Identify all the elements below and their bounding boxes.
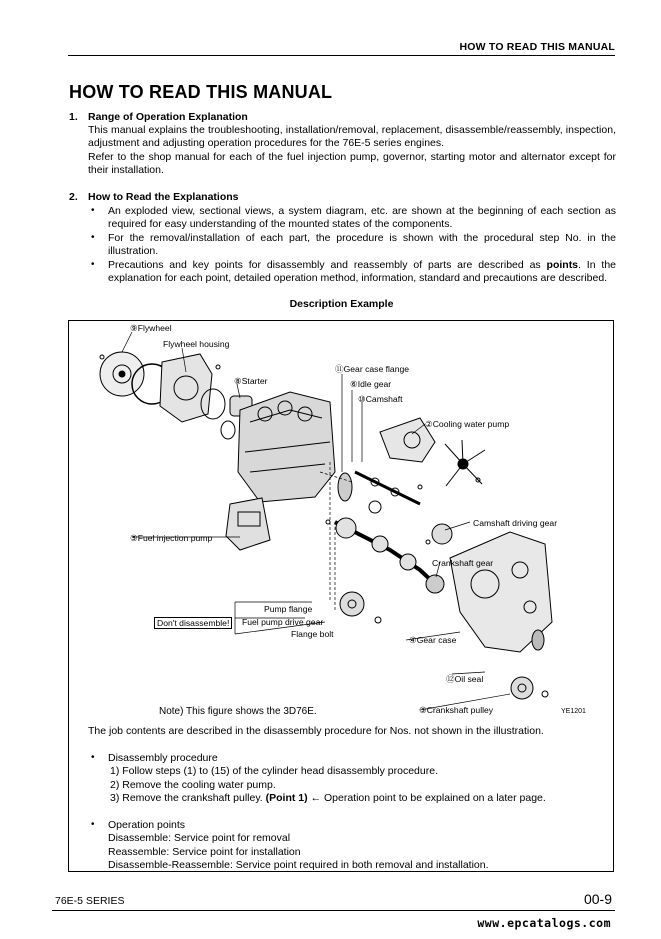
procedure-step-1: 1) Follow steps (1) to (15) of the cylinder head disassembly procedure.: [110, 765, 438, 777]
bullet-dot: •: [91, 205, 95, 216]
procedure-step-3: 3) Remove the crankshaft pulley. (Point 1) ← Operation point to be explained on a later page.: [110, 792, 546, 804]
label-gear-case-flange: ⑪Gear case flange: [335, 364, 410, 374]
operation-point-disassemble: Disassemble: Service point for removal: [108, 832, 291, 844]
operation-point-reassemble: Reassemble: Service point for installation: [108, 846, 301, 858]
label-oil-seal: ⑫Oil seal: [446, 674, 484, 684]
page-number: 00-9: [583, 891, 612, 907]
section1-para2: Refer to the shop manual for each of the fuel injection pump, governor, starting motor and alternator except for their installation.: [88, 151, 616, 177]
footer-rule: [52, 910, 615, 911]
section2-bullet1: An exploded view, sectional views, a system diagram, etc. are shown at the beginning of each section as required for easy understanding of the mounted states of the components.: [108, 205, 616, 231]
running-header: HOW TO READ THIS MANUAL: [459, 41, 615, 53]
job-contents-intro: The job contents are described in the disassembly procedure for Nos. not shown in the illustration.: [88, 725, 544, 737]
figure-caption: Description Example: [289, 298, 394, 310]
dont-disassemble-callout: Don't disassemble!: [154, 617, 232, 629]
bullet-dot: •: [91, 752, 95, 763]
page-title: HOW TO READ THIS MANUAL: [69, 82, 333, 102]
label-crankshaft-gear: Crankshaft gear: [432, 558, 494, 568]
procedure-step-2: 2) Remove the cooling water pump.: [110, 779, 276, 791]
label-flange-bolt: Flange bolt: [291, 629, 334, 639]
figure-code: YE1201: [561, 708, 586, 715]
label-cooling-water-pump: ②Cooling water pump: [425, 419, 510, 429]
bullet-dot: •: [91, 259, 95, 270]
disassembly-procedure-title: Disassembly procedure: [108, 752, 218, 764]
section1-para1: This manual explains the troubleshooting, installation/removal, replacement, disassemble/reassembly, inspection, adjustment and adjusting operation procedures for the 76E-5 series engines.: [88, 124, 616, 150]
footer-series: 76E-5 SERIES: [55, 895, 125, 907]
section2-number: 2.: [69, 191, 78, 203]
figure-note: Note) This figure shows the 3D76E.: [159, 706, 317, 717]
watermark: www.epcatalogs.com: [477, 916, 611, 930]
header-rule: [68, 55, 615, 56]
label-crankshaft-pulley: ③Crankshaft pulley: [419, 705, 494, 715]
label-gear-case: ④Gear case: [409, 635, 457, 645]
bullet-dot: •: [91, 819, 95, 830]
label-fuel-pump-drive-gear: Fuel pump drive gear: [242, 617, 324, 627]
section2-bullet2: For the removal/installation of each part, the procedure is shown with the procedural step No. in the illustration.: [108, 232, 616, 258]
label-fuel-injection-pump: ⑤Fuel injection pump: [130, 533, 213, 543]
operation-point-both: Disassemble-Reassemble: Service point required in both removal and installation.: [108, 859, 489, 871]
section2-heading: How to Read the Explanations: [88, 191, 239, 203]
label-pump-flange: Pump flange: [264, 604, 313, 614]
label-starter: ⑧Starter: [234, 376, 268, 386]
operation-points-title: Operation points: [108, 819, 186, 831]
label-flywheel-housing: Flywheel housing: [163, 339, 230, 349]
label-flywheel: ⑨Flywheel: [130, 323, 172, 333]
bullet-dot: •: [91, 232, 95, 243]
section2-bullet3: Precautions and key points for disassembly and reassembly of parts are described as points. In the explanation for each point, detailed operation method, information, standard and precautions are described.: [108, 259, 617, 285]
label-camshaft-driving-gear: Camshaft driving gear: [473, 518, 558, 528]
section1-heading: Range of Operation Explanation: [88, 111, 248, 123]
section1-number: 1.: [69, 111, 78, 123]
label-camshaft: ⑩Camshaft: [358, 394, 403, 404]
label-idle-gear: ⑥Idle gear: [350, 379, 392, 389]
